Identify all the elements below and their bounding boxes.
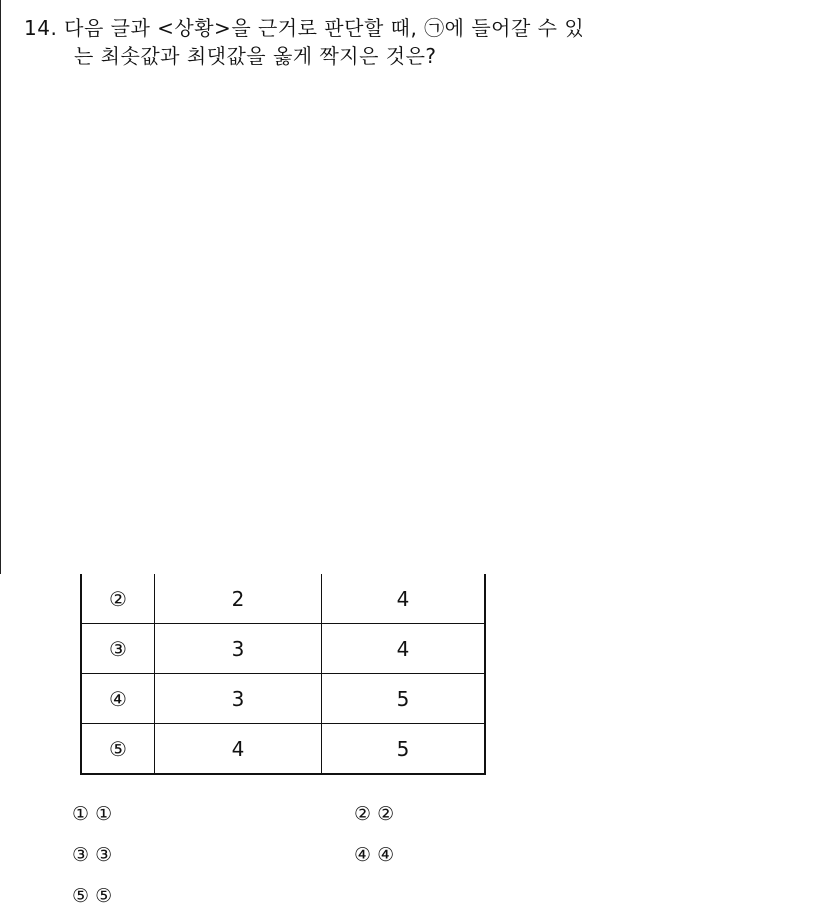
choice-row bbox=[72, 800, 572, 841]
table-cell-max: 5 bbox=[322, 674, 486, 724]
table-cell-max: 4 bbox=[322, 574, 486, 624]
choice-row bbox=[72, 882, 572, 912]
choice-5[interactable]: ⑤ ⑤ bbox=[72, 885, 113, 907]
table-row bbox=[81, 724, 485, 775]
table-cell-max: 5 bbox=[322, 724, 486, 775]
table-cell-min: 3 bbox=[155, 674, 322, 724]
table-cell-min: 2 bbox=[155, 574, 322, 624]
choice-1[interactable]: ① ① bbox=[72, 803, 113, 825]
table-cell-option: ⑤ bbox=[81, 724, 155, 775]
choice-2[interactable]: ② ② bbox=[354, 803, 395, 825]
choice-row bbox=[72, 841, 572, 882]
table-cell-option: ③ bbox=[81, 624, 155, 674]
choice-3[interactable]: ③ ③ bbox=[72, 844, 113, 866]
question-line-2: 는 최솟값과 최댓값을 옳게 짝지은 것은? bbox=[74, 44, 437, 68]
table-row bbox=[81, 574, 485, 624]
answer-table bbox=[80, 574, 486, 775]
left-border-line bbox=[0, 0, 1, 574]
table-cell-option: ④ bbox=[81, 674, 155, 724]
question-text bbox=[24, 14, 784, 70]
table-cell-min: 3 bbox=[155, 624, 322, 674]
table-cell-option: ② bbox=[81, 574, 155, 624]
answer-choices bbox=[72, 800, 572, 912]
table-cell-min: 4 bbox=[155, 724, 322, 775]
table-row bbox=[81, 674, 485, 724]
choice-4[interactable]: ④ ④ bbox=[354, 844, 395, 866]
table-row bbox=[81, 624, 485, 674]
table-cell-max: 4 bbox=[322, 624, 486, 674]
question-line-1: 14. 다음 글과 <상황>을 근거로 판단할 때, ㉠에 들어갈 수 있 bbox=[24, 16, 585, 40]
